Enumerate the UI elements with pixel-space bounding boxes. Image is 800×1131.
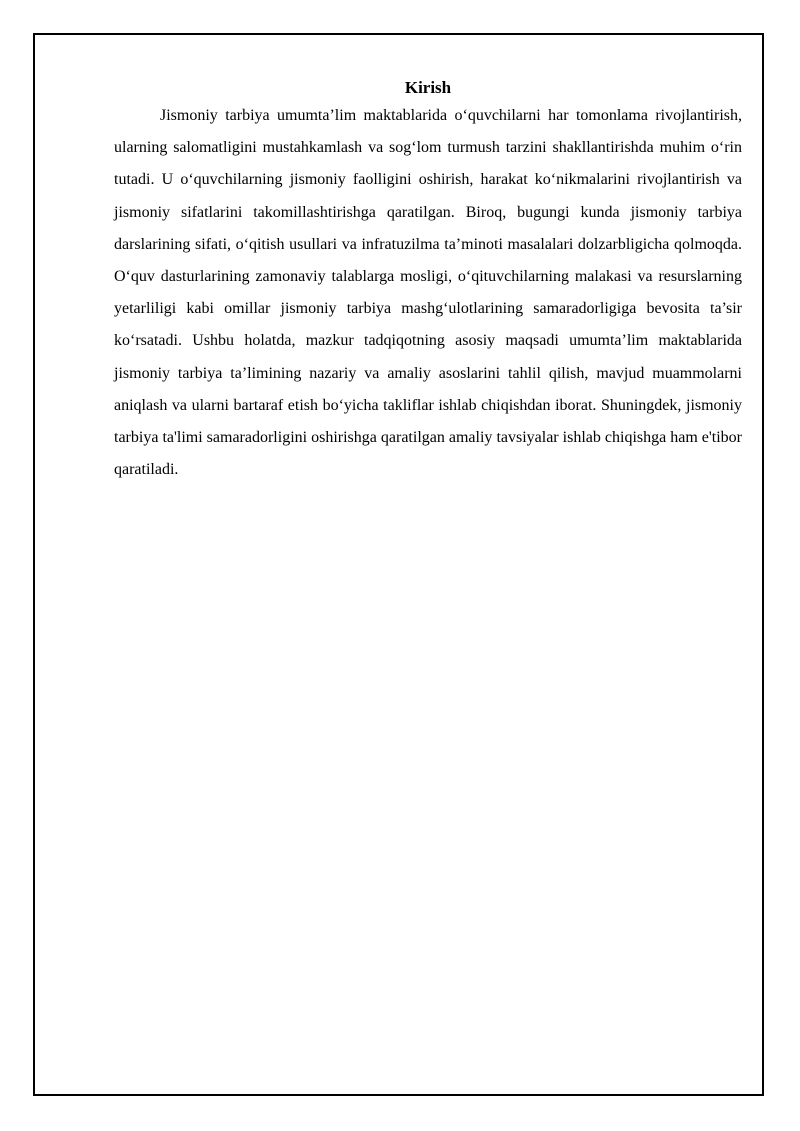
document-body — [114, 76, 742, 486]
intro-paragraph: Jismoniy tarbiya umumta’lim maktablarida o‘quvchilarni har tomonlama rivojlantirish, ularning salomatligini mustahkamlash va sog‘lom turmush tarzini shakllantirishda muhim o‘rin tutadi. U o‘quvchilarning jismoniy faolligini oshirish, harakat ko‘nikmalarini rivojlantirish va jismoniy sifatlarini takomillashtirishga qaratilgan. Biroq, bugungi kunda jismoniy tarbiya darslarining sifati, o‘qitish usullari va infratuzilma ta’minoti masalalari dolzarbligicha qolmoqda. O‘quv dasturlarining zamonaviy talablarga mosligi, o‘qituvchilarning malakasi va resurslarning yetarliligi kabi omillar jismoniy tarbiya mashg‘ulotlarining samaradorligiga bevosita ta’sir ko‘rsatadi. Ushbu holatda, mazkur tadqiqotning asosiy maqsadi umumta’lim maktablarida jismoniy tarbiya ta’limining nazariy va amaliy asoslarini tahlil qilish, mavjud muammolarni aniqlash va ularni bartaraf etish bo‘yicha takliflar ishlab chiqishdan iborat. Shuningdek, jismoniy tarbiya ta'limi samaradorligini oshirishga qaratilgan amaliy tavsiyalar ishlab chiqishga ham e'tibor qaratiladi. — [114, 107, 742, 479]
document-title: Kirish — [404, 78, 452, 97]
